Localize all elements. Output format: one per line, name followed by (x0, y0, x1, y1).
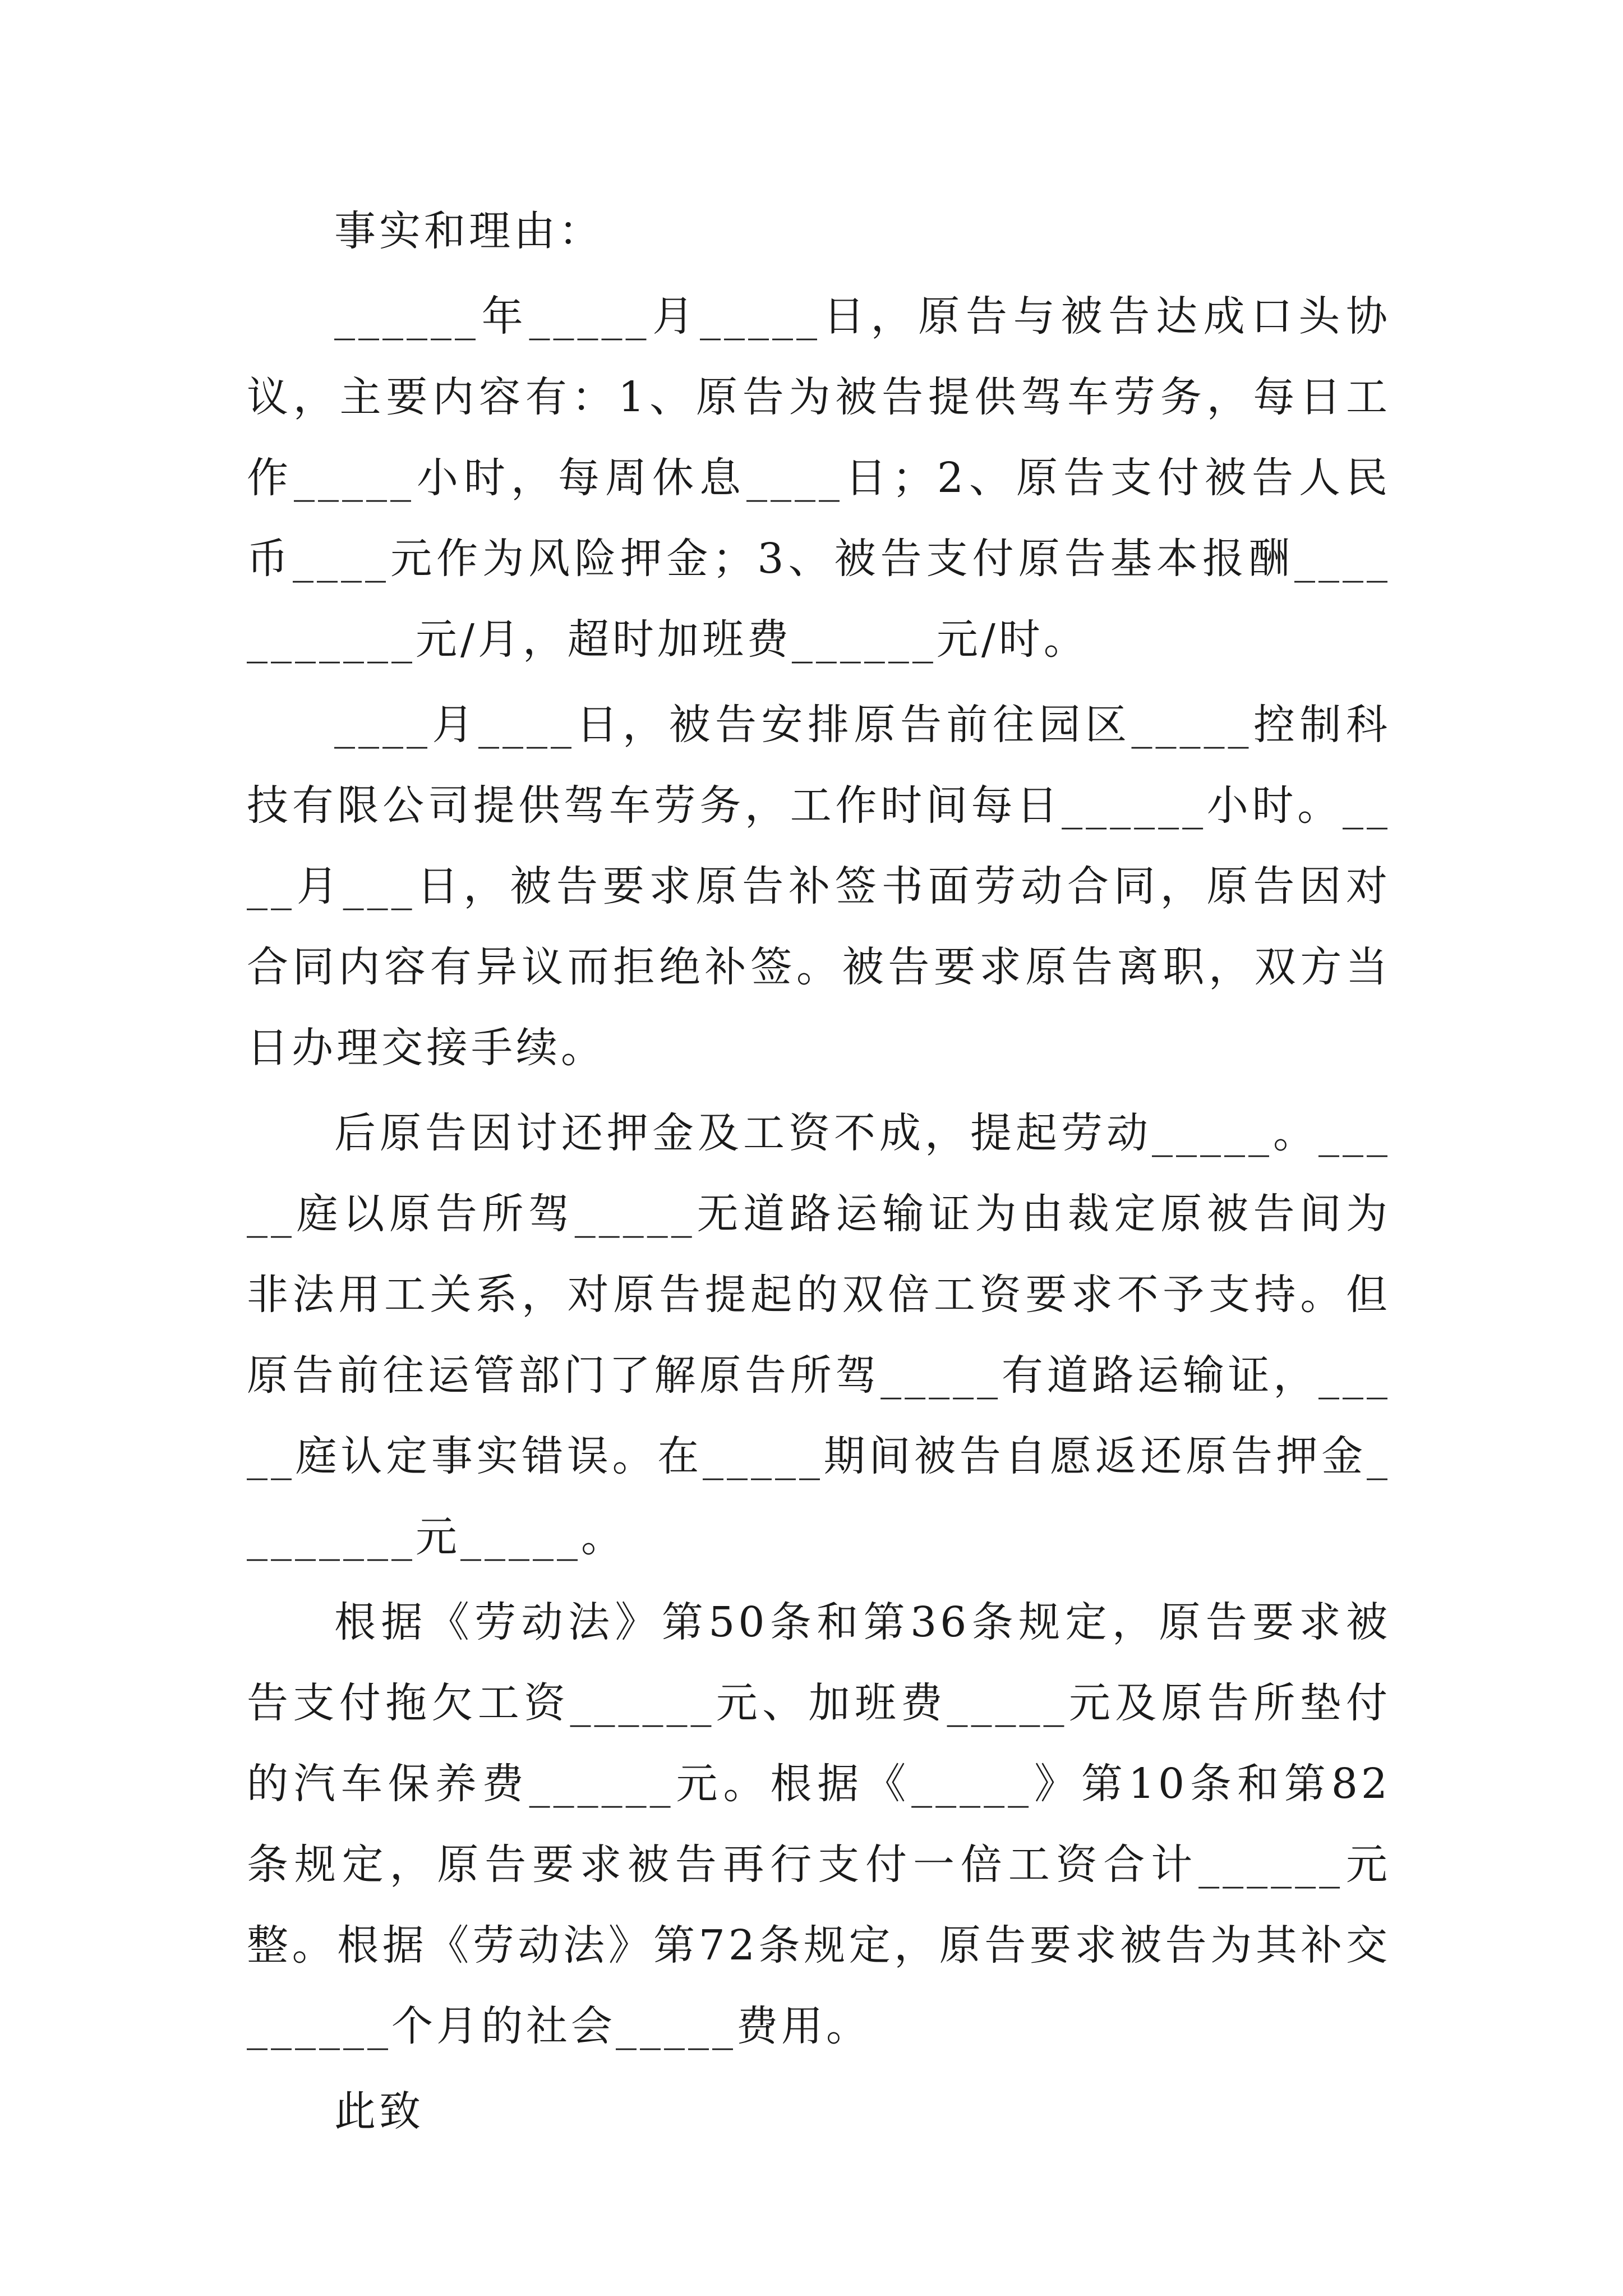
paragraph-agreement: ______年_____月_____日，原告与被告达成口头协议，主要内容有：1、原告为被告提供驾车劳务，每日工作_____小时，每周休息____日；2、原告支付被告人民币____元作为风险押金；3、被告支付原告基本报酬___________元/月，超时加班费______元/时。 (247, 292, 1391, 664)
paragraph-claims: 根据《劳动法》第50条和第36条规定，原告要求被告支付拖欠工资______元、加班费_____元及原告所垫付的汽车保养费______元。根据《_____》第10条和第82条规定，原告要求被告再行支付一倍工资合计______元整。根据《劳动法》第72条规定，原告要求被告为其补交______个月的社会_____费用。 (247, 1598, 1391, 2050)
closing-salutation: 此致 (334, 2087, 424, 2136)
document-page (247, 191, 1391, 2152)
paragraph-employment: ____月____日，被告安排原告前往园区_____控制科技有限公司提供驾车劳务，工作时间每日______小时。____月___日，被告要求原告补签书面劳动合同，原告因对合同内容有异议而拒绝补签。被告要求原告离职，双方当日办理交接手续。 (247, 701, 1391, 1072)
section-heading: 事实和理由： (334, 207, 603, 255)
paragraph-arbitration: 后原告因讨还押金及工资不成，提起劳动_____。_____庭以原告所驾_____无道路运输证为由裁定原被告间为非法用工关系，对原告提起的双倍工资要求不予支持。但原告前往运管部门了解原告所驾_____有道路运输证，_____庭认定事实错误。在_____期间被告自愿返还原告押金________元_____。 (247, 1109, 1391, 1561)
